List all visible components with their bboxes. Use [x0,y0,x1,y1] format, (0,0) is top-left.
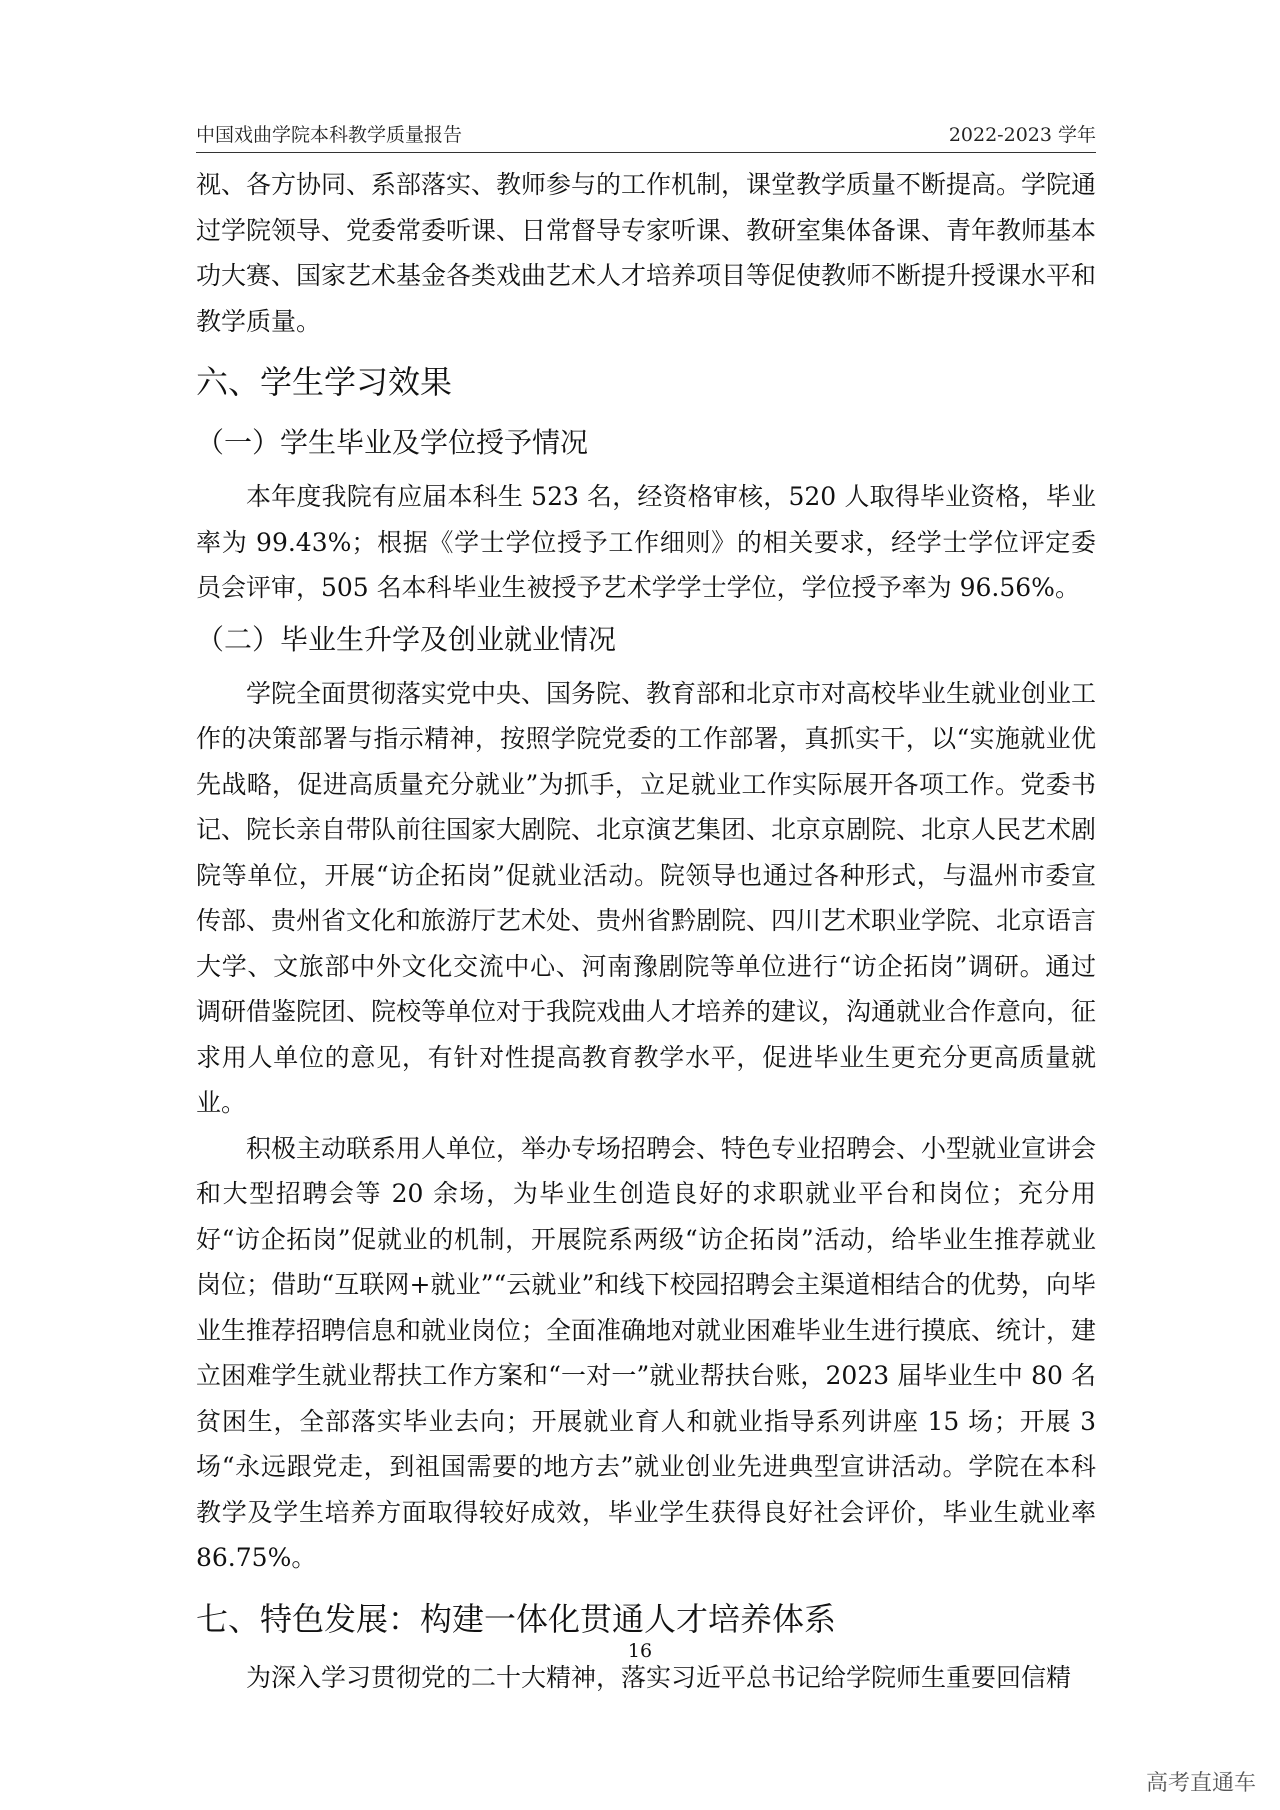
header-title: 中国戏曲学院本科教学质量报告 [196,124,463,146]
header-academic-year: 2022-2023 学年 [948,124,1096,146]
header-divider [196,152,1096,153]
page-number: 16 [627,1640,653,1662]
paragraph-employment-policy: 学院全面贯彻落实党中央、国务院、教育部和北京市对高校毕业生就业创业工作的决策部署与指示精神，按照学院党委的工作部署，真抓实干，以“实施就业优先战略，促进高质量充分就业”为抓手，立足就业工作实际展开各项工作。党委书记、院长亲自带队前往国家大剧院、北京演艺集团、北京京剧院、北京人民艺术剧院等单位，开展“访企拓岗”促就业活动。院领导也通过各种形式，与温州市委宣传部、贵州省文化和旅游厅艺术处、贵州省黔剧院、四川艺术职业学院、北京语言大学、文旅部中外文化交流中心、河南豫剧院等单位进行“访企拓岗”调研。通过调研借鉴院团、院校等单位对于我院戏曲人才培养的建议，沟通就业合作意向，征求用人单位的意见，有针对性提高教育教学水平，促进毕业生更充分更高质量就业。 [196,678,1097,1117]
subsection-heading-6-1: （一）学生毕业及学位授予情况 [196,426,589,459]
subsection-heading-6-2: （二）毕业生升学及创业就业情况 [196,622,617,656]
watermark: 高考直通车 [1145,1771,1256,1796]
paragraph-employment-activities: 积极主动联系用人单位，举办专场招聘会、特色专业招聘会、小型就业宣讲会和大型招聘会等 20 余场，为毕业生创造良好的求职就业平台和岗位；充分用好“访企拓岗”促就业的机制，开展院系两级“访企拓岗”活动，给毕业生推荐就业岗位；借助“互联网+就业”“云就业”和线下校园招聘会主渠道相结合的优势，向毕业生推荐招聘信息和就业岗位；全面准确地对就业困难毕业生进行摸底、统计，建立困难学生就业帮扶工作方案和“一对一”就业帮扶台账，2023 届毕业生中 80 名贫困生，全部落实毕业去向；开展就业育人和就业指导系列讲座 15 场；开展 3 场“永远跟党走，到祖国需要的地方去”就业创业先进典型宣讲活动。学院在本科教学及学生培养方面取得较好成效，毕业学生获得良好社会评价，毕业生就业率 86.75%。 [196,1133,1097,1572]
page-header [196,120,1096,147]
paragraph-graduation: 本年度我院有应届本科生 523 名，经资格审核，520 人取得毕业资格，毕业率为 99.43%；根据《学士学位授予工作细则》的相关要求，经学士学位评定委员会评审，505 名本科毕业生被授予艺术学学士学位，学位授予率为 96.56%。 [196,482,1096,602]
section-heading-6: 六、学生学习效果 [196,363,453,401]
section-heading-7: 七、特色发展：构建一体化贯通人才培养体系 [196,1599,837,1638]
paragraph-section-7-intro: 为深入学习贯彻党的二十大精神，落实习近平总书记给学院师生重要回信精 [246,1662,1072,1692]
paragraph-continued: 视、各方协同、系部落实、教师参与的工作机制，课堂教学质量不断提高。学院通过学院领导、党委常委听课、日常督导专家听课、教研室集体备课、青年教师基本功大赛、国家艺术基金各类戏曲艺术人才培养项目等促使教师不断提升授课水平和教学质量。 [196,170,1097,336]
page-content [196,162,1096,1700]
